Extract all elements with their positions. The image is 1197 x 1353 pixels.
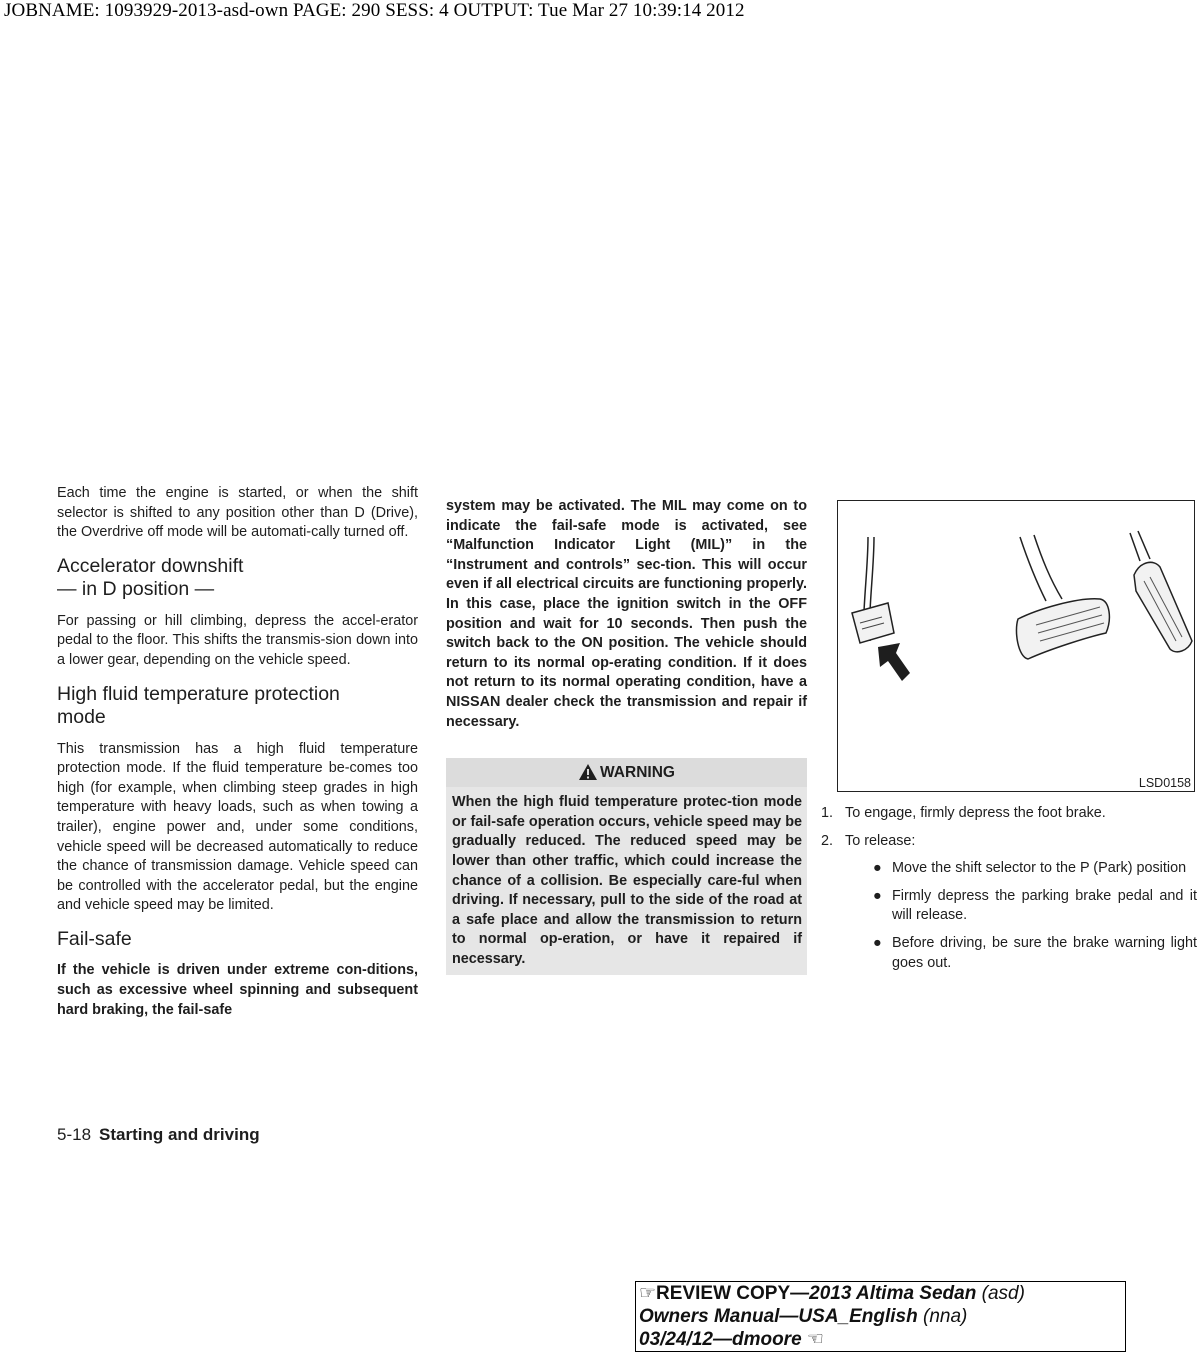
manual-name: Owners Manual—USA_English xyxy=(639,1306,918,1327)
bullet-dot: ● xyxy=(873,860,882,877)
column-left xyxy=(57,484,418,1020)
procedure-steps xyxy=(819,804,1197,851)
brake-pedals-drawing xyxy=(838,501,1194,791)
manual-code: (nna) xyxy=(917,1306,968,1327)
warning-box xyxy=(446,758,807,975)
step-item xyxy=(819,832,1197,852)
figure-label: LSD0158 xyxy=(1138,776,1191,790)
accelerator-paragraph: For passing or hill climbing, depress the accel-erator pedal to the floor. This shifts the transmis-sion down into a lower gear, depending on the vehicle speed. xyxy=(57,612,418,668)
section-title: Starting and driving xyxy=(99,1125,260,1144)
page-footer xyxy=(57,1125,260,1145)
bullet-item xyxy=(819,934,1197,973)
review-date-author: 03/24/12—dmoore xyxy=(639,1329,802,1350)
bullet-dot: ● xyxy=(873,887,882,904)
step-text: To engage, firmly depress the foot brake. xyxy=(845,805,1106,821)
warning-title: WARNING xyxy=(600,764,675,782)
bullet-text: Firmly depress the parking brake pedal and it will release. xyxy=(892,887,1197,924)
release-bullets xyxy=(819,859,1197,973)
accelerator-downshift-heading xyxy=(57,555,418,602)
intro-paragraph: Each time the engine is started, or when the shift selector is shifted to any position other than D (Drive), the Overdrive off mode will be automati-cally turned off. xyxy=(57,485,418,541)
arrow-icon xyxy=(878,643,910,681)
high-fluid-temp-paragraph: This transmission has a high fluid temperature protection mode. If the fluid temperature be-comes too high (for example, when climbing steep grades in high temperature with heavy loads, such as when towing a trailer), engine power and, under some conditions, vehicle speed will be decreased automatically to reduce the chance of transmission damage. Vehicle speed can be controlled with the accelerator pedal, but the engine and vehicle speed may be limited. xyxy=(57,740,418,914)
bullet-item xyxy=(819,859,1197,879)
pedal-illustration xyxy=(837,500,1195,792)
fail-safe-paragraph: If the vehicle is driven under extreme con-ditions, such as excessive wheel spinning and subsequent hard braking, the fail-safe xyxy=(57,962,418,1018)
model-code: (asd) xyxy=(976,1283,1025,1304)
fail-safe-heading: Fail-safe xyxy=(57,927,132,950)
bullet-text: Before driving, be sure the brake warning light goes out. xyxy=(892,934,1197,971)
column-right xyxy=(819,804,1197,981)
warning-header xyxy=(446,758,807,787)
page-number: 5-18 xyxy=(57,1125,92,1144)
review-line-3 xyxy=(639,1328,1125,1351)
review-line-1 xyxy=(639,1282,1125,1305)
step-number: 2. xyxy=(821,832,834,849)
step-text: To release: xyxy=(845,832,916,849)
bullet-item xyxy=(819,887,1197,926)
review-copy-box xyxy=(635,1281,1126,1352)
review-copy-label: REVIEW COPY— xyxy=(656,1283,810,1304)
fail-safe-continued-paragraph: system may be activated. The MIL may come on to indicate the fail-safe mode is activated, see “Malfunction Indicator Light (MIL)” in the “Instrument and controls” sec-tion. This will occur even if all electrical circuits are functioning properly. In this case, place the ignition switch in the OFF position and wait for 10 seconds. Then push the switch back to the ON position. The vehicle should return to its normal op-erating condition. If it does not return to its normal operating condition, have a NISSAN dealer check the transmission and repair if necessary. xyxy=(446,498,807,730)
pointing-hand-left-icon: ☜ xyxy=(806,1329,824,1350)
bullet-text: Move the shift selector to the P (Park) position xyxy=(892,860,1187,877)
warning-triangle-icon xyxy=(578,763,598,781)
accelerator-heading-line1: Accelerator downshift xyxy=(57,554,244,577)
warning-body: When the high fluid temperature protec-tion mode or fail-safe operation occurs, vehicle speed may be gradually reduced. The reduced speed may be lower than other traffic, which could increase the chance of a collision. Be especially care-ful when driving. If necessary, pull to the side of the road at a safe place and allow the transmission to return to normal op-eration, or have it repaired if necessary. xyxy=(452,794,802,967)
model-name: 2013 Altima Sedan xyxy=(809,1283,977,1304)
high-fluid-temp-heading: High fluid temperature protection mode xyxy=(57,682,340,729)
job-header-line: JOBNAME: 1093929-2013-asd-own PAGE: 290 SESS: 4 OUTPUT: Tue Mar 27 10:39:14 2012 xyxy=(4,0,745,21)
accelerator-heading-line2: — in D position — xyxy=(57,578,215,601)
step-item xyxy=(819,804,1197,824)
pointing-hand-right-icon: ☞ xyxy=(639,1283,657,1304)
bullet-dot: ● xyxy=(873,934,882,951)
review-line-2 xyxy=(639,1305,1125,1328)
column-middle xyxy=(446,497,807,975)
step-number: 1. xyxy=(821,805,834,821)
